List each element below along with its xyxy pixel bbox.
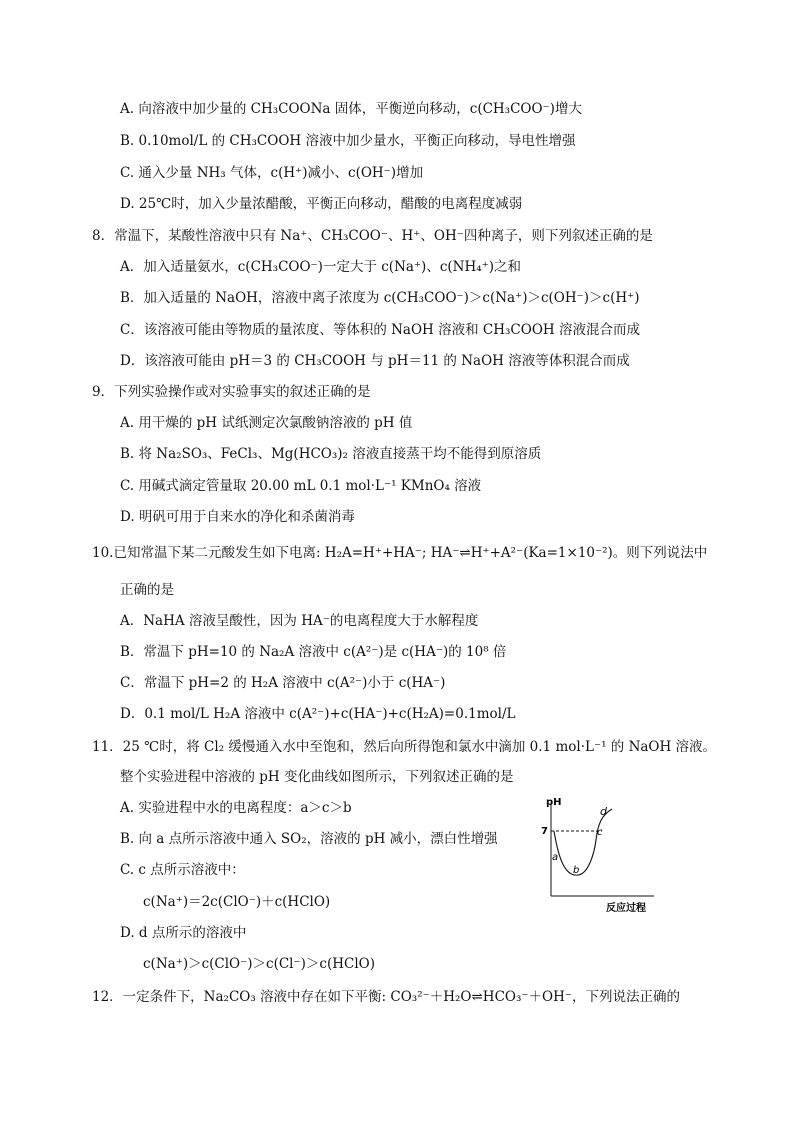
q9-option-a: A. 用干燥的 pH 试纸测定次氯酸钠溶液的 pH 值 xyxy=(120,415,413,431)
q10-stem-line2: 正确的是 xyxy=(120,582,174,598)
q11-option-a: A. 实验进程中水的电离程度：a＞c＞b xyxy=(120,800,352,816)
q8-option-a: A．加入适量氨水，c(CH₃COO⁻)一定大于 c(Na⁺)、c(NH₄⁺)之和 xyxy=(120,259,522,275)
q7-option-b: B. 0.10mol/L 的 CH₃COOH 溶液中加少量水，平衡正向移动，导电性增强 xyxy=(120,133,576,149)
q11-option-c: C. c 点所示溶液中： xyxy=(120,862,245,878)
q9-option-c: C. 用碱式滴定管量取 20.00 mL 0.1 mol·L⁻¹ KMnO₄ 溶液 xyxy=(120,478,482,494)
q7-option-c: C. 通入少量 NH₃ 气体，c(H⁺)减小、c(OH⁻)增加 xyxy=(120,165,424,181)
ph-curve xyxy=(554,809,612,875)
q10-option-b: B．常温下 pH=10 的 Na₂A 溶液中 c(A²⁻)是 c(HA⁻)的 10⁸ 倍 xyxy=(120,644,507,660)
q11-stem-line1: 11．25 ℃时，将 Cl₂ 缓慢通入水中至饱和，然后向所得饱和氯水中滴加 0.1 mol·L⁻¹ 的 NaOH 溶液。 xyxy=(92,739,717,755)
q11-option-c-formula: c(Na⁺)＝2c(ClO⁻)＋c(HClO) xyxy=(143,894,331,910)
point-b-label: b xyxy=(573,865,580,876)
point-a-label: a xyxy=(552,852,559,863)
q9-option-d: D. 明矾可用于自来水的净化和杀菌消毒 xyxy=(120,509,355,525)
q7-option-d: D. 25℃时，加入少量浓醋酸，平衡正向移动，醋酸的电离程度减弱 xyxy=(120,196,523,212)
q10-option-c: C．常温下 pH=2 的 H₂A 溶液中 c(A²⁻)小于 c(HA⁻) xyxy=(120,675,446,691)
q9-option-b: B. 将 Na₂SO₃、FeCl₃、Mg(HCO₃)₂ 溶液直接蒸干均不能得到原溶质 xyxy=(120,446,542,462)
q11-option-d: D. d 点所示的溶液中 xyxy=(120,925,247,941)
q8-option-c: C．该溶液可能由等物质的量浓度、等体积的 NaOH 溶液和 CH₃COOH 溶液混合而成 xyxy=(120,322,640,338)
q9-stem: 9．下列实验操作或对实验事实的叙述正确的是 xyxy=(92,384,371,400)
tick-7-label: 7 xyxy=(541,826,548,837)
q8-option-b: B．加入适量的 NaOH，溶液中离子浓度为 c(CH₃COO⁻)＞c(Na⁺)＞c(OH⁻)＞c(H⁺) xyxy=(120,290,640,306)
ph-curve-graph xyxy=(530,795,660,917)
q10-option-a: A．NaHA 溶液呈酸性，因为 HA⁻的电离程度大于水解程度 xyxy=(120,613,479,629)
q8-stem: 8．常温下，某酸性溶液中只有 Na⁺、CH₃COO⁻、H⁺、OH⁻四种离子，则下列叙述正确的是 xyxy=(92,228,653,244)
q10-stem-line1: 10.已知常温下某二元酸发生如下电离: H₂A=H⁺+HA⁻; HA⁻⇌H⁺+A²⁻(Ka=1×10⁻²)。则下列说法中 xyxy=(92,545,708,561)
point-d-label: d xyxy=(600,805,607,818)
y-axis-label: pH xyxy=(546,797,562,808)
point-c-label: c xyxy=(597,827,603,838)
q10-option-d: D．0.1 mol/L H₂A 溶液中 c(A²⁻)+c(HA⁻)+c(H₂A)=0.1mol/L xyxy=(120,706,516,722)
q11-option-b: B. 向 a 点所示溶液中通入 SO₂，溶液的 pH 减小，漂白性增强 xyxy=(120,831,498,847)
q12-stem: 12．一定条件下，Na₂CO₃ 溶液中存在如下平衡: CO₃²⁻＋H₂O⇌HCO₃⁻＋OH⁻，下列说法正确的 xyxy=(92,989,680,1005)
q11-option-d-formula: c(Na⁺)＞c(ClO⁻)＞c(Cl⁻)＞c(HClO) xyxy=(143,956,375,972)
q7-option-a: A. 向溶液中加少量的 CH₃COONa 固体，平衡逆向移动，c(CH₃COO⁻)增大 xyxy=(120,101,582,117)
q11-stem-line2: 整个实验进程中溶液的 pH 变化曲线如图所示，下列叙述正确的是 xyxy=(120,769,514,785)
q8-option-d: D．该溶液可能由 pH＝3 的 CH₃COOH 与 pH＝11 的 NaOH 溶液等体积混合而成 xyxy=(120,353,630,369)
x-axis-label: 反应过程 xyxy=(606,903,646,914)
